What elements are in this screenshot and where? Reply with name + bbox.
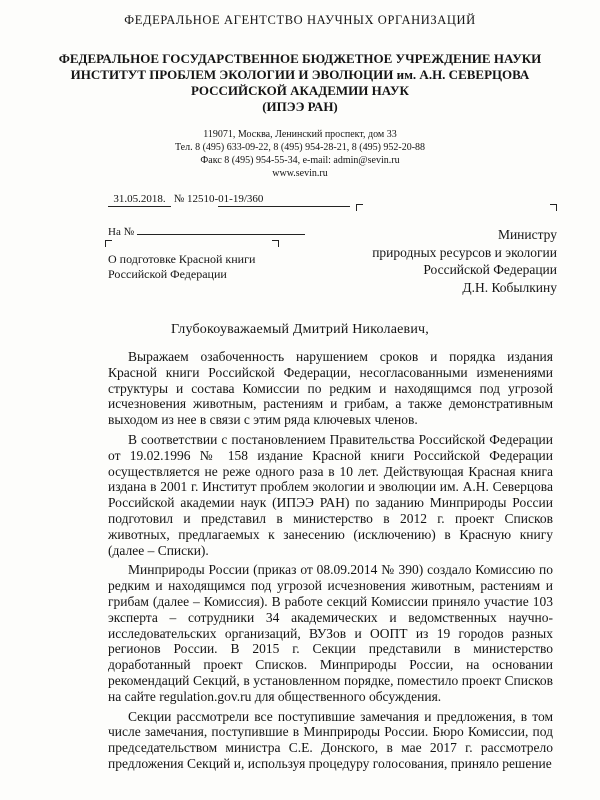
- addressee-name: Д.Н. Кобылкину: [462, 279, 557, 295]
- body-paragraph: Секции рассмотрели все поступившие замечания и предложения, в том числе замечания, поступившие в Минприроды России. Бюро Комиссии, под председательством министра С.Е. Донского, в мае 2017 г. рассмотрело предложения Секций и, используя процедуру голосования, приняло решение: [108, 708, 553, 771]
- institution-line: ФЕДЕРАЛЬНОЕ ГОСУДАРСТВЕННОЕ БЮДЖЕТНОЕ УЧРЕЖДЕНИЕ НАУКИ: [58, 51, 542, 66]
- website-line: www.sevin.ru: [272, 168, 328, 179]
- letter-number: 01-19/360: [218, 193, 350, 207]
- agency-name: ФЕДЕРАЛЬНОЕ АГЕНТСТВО НАУЧНЫХ ОРГАНИЗАЦИЙ: [124, 13, 476, 27]
- corner-mark: [550, 204, 557, 211]
- letter-subject: [108, 252, 255, 282]
- corner-mark: [272, 240, 279, 247]
- body-paragraph: Минприроды России (приказ от 08.09.2014 № 390) создало Комиссию по редким и находящимся под угрозой исчезновения животным, растениям и грибам (далее – Комиссия). В работе секций Комиссии приняло участие 103 эксперта – сотрудники 34 академических и ведомственных научно-исследовательских организаций, ВУЗов и ООПТ из 19 городов разных регионов России. В 2015 г. Секции представили в министерство доработанный проект Списков. Минприроды России, на основании рекомендаций Секций, в установленном порядке, поместило проект Списков на сайте regulation.gov.ru для общественного обсуждения.: [108, 562, 553, 704]
- number-prefix: № 12510-: [173, 193, 219, 205]
- body-paragraph: Выражаем озабоченность нарушением сроков и порядка издания Красной книги Российской Федерации, несогласованными изменениями структуры и состава Комиссии по редким и находящимся под угрозой исчезновения животным, растениям и грибам, а также демонстративным выходом из нее в связи с этим ряда ключевых членов.: [108, 349, 553, 428]
- institution-abbreviation: (ИПЭЭ РАН): [262, 99, 338, 114]
- institution-line: РОССИЙСКОЙ АКАДЕМИИ НАУК: [191, 83, 409, 98]
- letter-date: 31.05.2018.: [108, 193, 171, 207]
- addressee-line: Российской Федерации: [423, 262, 557, 277]
- addressee-block: [372, 226, 557, 296]
- address-line: 119071, Москва, Ленинский проспект, дом 33: [203, 129, 397, 140]
- fax-email-line: Факс 8 (495) 954-55-34, e-mail: admin@sevin.ru: [200, 155, 400, 166]
- body-paragraph: В соответствии с постановлением Правительства Российской Федерации от 19.02.1996 № 158 издание Красной книги Российской Федерации осуществляется не реже одного раза в 10 лет. Действующая Красная книга издана в 2001 г. Институт проблем экологии и эволюции им. А.Н. Северцова Российской академии наук (ИПЭЭ РАН) по заданию Минприроды России подготовил и представил в министерство в 2012 г. проект Списков животных, предлагаемых к занесению (исключению) в Красную книгу (далее – Списки).: [108, 431, 553, 558]
- registration-line: [108, 193, 350, 207]
- reference-label: На №: [108, 226, 135, 238]
- address-block: [0, 128, 600, 180]
- salutation: Глубокоуважаемый Дмитрий Николаевич,: [171, 322, 429, 337]
- subject-line: О подготовке Красной книги: [108, 252, 256, 266]
- institution-line: ИНСТИТУТ ПРОБЛЕМ ЭКОЛОГИИ И ЭВОЛЮЦИИ им. А.Н. СЕВЕРЦОВА: [70, 67, 530, 82]
- phone-line: Тел. 8 (495) 633-09-22, 8 (495) 954-28-21, 8 (495) 952-20-88: [174, 142, 426, 153]
- reference-line: [108, 224, 305, 238]
- institution-block: [0, 51, 600, 115]
- reference-blank: [137, 224, 305, 235]
- addressee-line: Министру: [497, 227, 557, 242]
- corner-mark: [356, 204, 363, 211]
- subject-line: Российской Федерации: [108, 267, 227, 281]
- corner-mark: [105, 240, 112, 247]
- letter-body: [108, 349, 553, 776]
- addressee-line: природных ресурсов и экологии: [372, 244, 557, 260]
